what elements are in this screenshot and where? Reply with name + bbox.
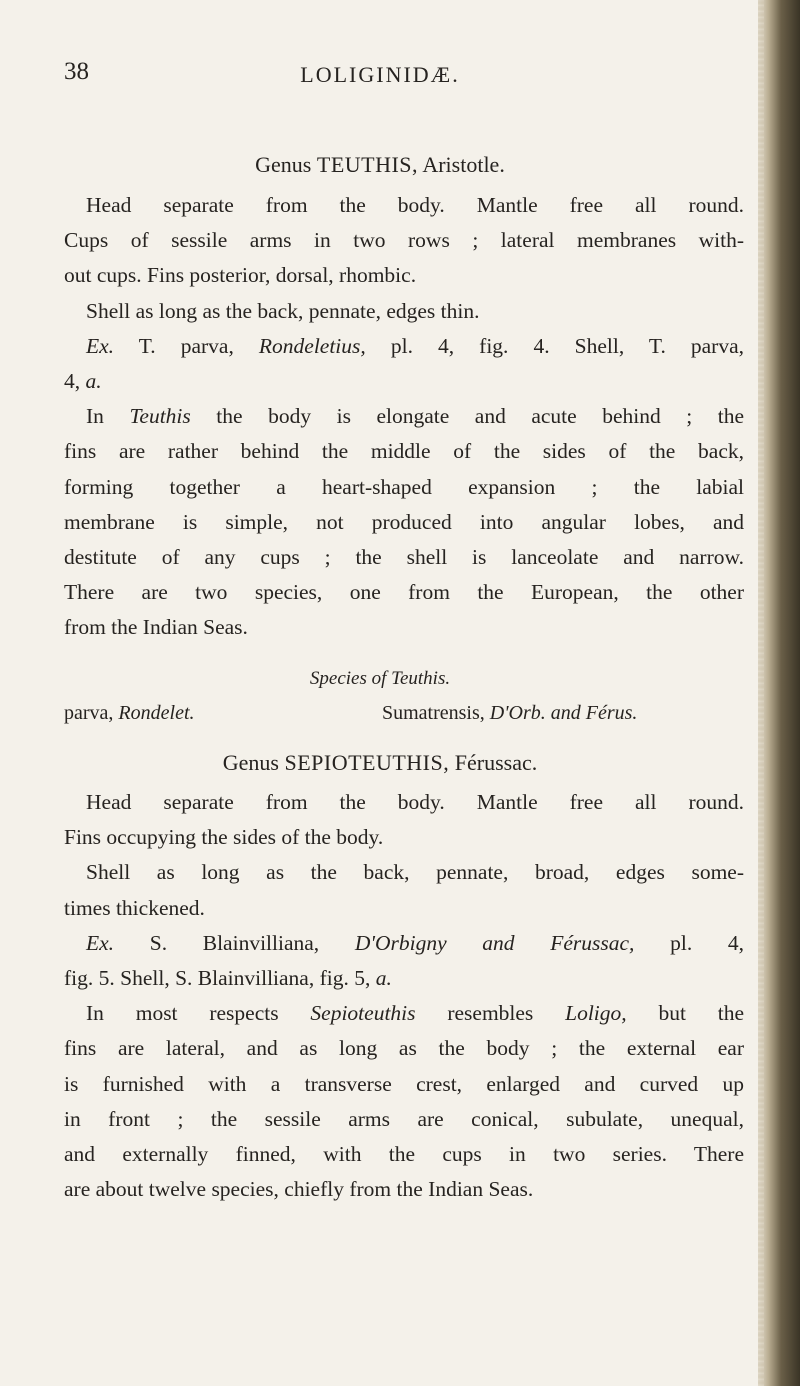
sepio-desc-1: In most respects Sepioteuthis resembles Loligo, but the <box>86 1001 745 1026</box>
sepio-desc-2: fins are lateral, and as long as the body ; the external ear <box>64 1036 744 1061</box>
sepio-desc-4: in front ; the sessile arms are conical, subulate, unequal, <box>64 1106 744 1131</box>
teuthis-desc-6: There are two species, one from the European, the other <box>64 580 744 605</box>
sepio-desc-3: is furnished with a transverse crest, enlarged and curved up <box>64 1071 744 1096</box>
teuthis-desc-3: forming together a heart-shaped expansion ; the labial <box>64 474 744 499</box>
teuthis-desc-4: membrane is simple, not produced into angular lobes, and <box>64 509 744 534</box>
sepio-example: Ex. S. Blainvilliana, D'Orbigny and Férussac, pl. 4, <box>86 930 744 955</box>
running-header <box>0 58 760 98</box>
teuthis-example-cont: 4, a. <box>64 369 102 394</box>
sepio-char-fins: Fins occupying the sides of the body. <box>64 825 384 850</box>
teuthis-desc-2: fins are rather behind the middle of the sides of the back, <box>64 439 744 464</box>
genus-name: SEPIOTEUTHIS, <box>284 750 450 775</box>
teuthis-char-shell: Shell as long as the back, pennate, edges thin. <box>86 298 480 323</box>
genus-authority: Aristotle. <box>422 152 505 177</box>
genus-teuthis-heading <box>0 152 760 178</box>
sepioteuthis-text <box>64 785 744 1207</box>
sepio-example-cont: fig. 5. Shell, S. Blainvilliana, fig. 5, a. <box>64 966 392 991</box>
book-spine-shadow <box>758 0 800 1386</box>
teuthis-char-head: Head separate from the body. Mantle free all round. <box>86 193 744 217</box>
running-title: LOLIGINIDÆ. <box>300 62 460 87</box>
teuthis-char-cups-2: out cups. Fins posterior, dorsal, rhombic. <box>64 263 417 288</box>
species-heading: Species of Teuthis. <box>309 668 451 689</box>
genus-sepioteuthis-heading <box>0 750 760 776</box>
teuthis-desc-7: from the Indian Seas. <box>64 615 248 640</box>
genus-label: Genus <box>222 750 279 775</box>
genus-authority: Férussac. <box>454 750 538 775</box>
species-item: parva, Rondelet. <box>64 702 195 724</box>
species-item: Sumatrensis, D'Orb. and Férus. <box>382 702 638 724</box>
page-number: 38 <box>64 58 89 85</box>
teuthis-text <box>64 188 744 646</box>
sepio-char-shell-1: Shell as long as the back, pennate, broad, edges some- <box>86 860 744 885</box>
teuthis-desc-1: In Teuthis the body is elongate and acute behind ; the <box>86 404 744 429</box>
teuthis-example: Ex. T. parva, Rondeletius, pl. 4, fig. 4. Shell, T. parva, <box>86 333 744 358</box>
genus-label: Genus <box>255 152 312 177</box>
sepio-char-head: Head separate from the body. Mantle free all round. <box>86 790 744 814</box>
teuthis-char-cups-1: Cups of sessile arms in two rows ; lateral membranes with- <box>64 228 744 253</box>
genus-name: TEUTHIS, <box>316 152 419 177</box>
sepio-char-shell-2: times thickened. <box>64 895 205 920</box>
sepio-desc-6: are about twelve species, chiefly from the Indian Seas. <box>64 1177 534 1202</box>
teuthis-desc-5: destitute of any cups ; the shell is lanceolate and narrow. <box>64 545 744 570</box>
sepio-desc-5: and externally finned, with the cups in two series. There <box>64 1142 744 1167</box>
